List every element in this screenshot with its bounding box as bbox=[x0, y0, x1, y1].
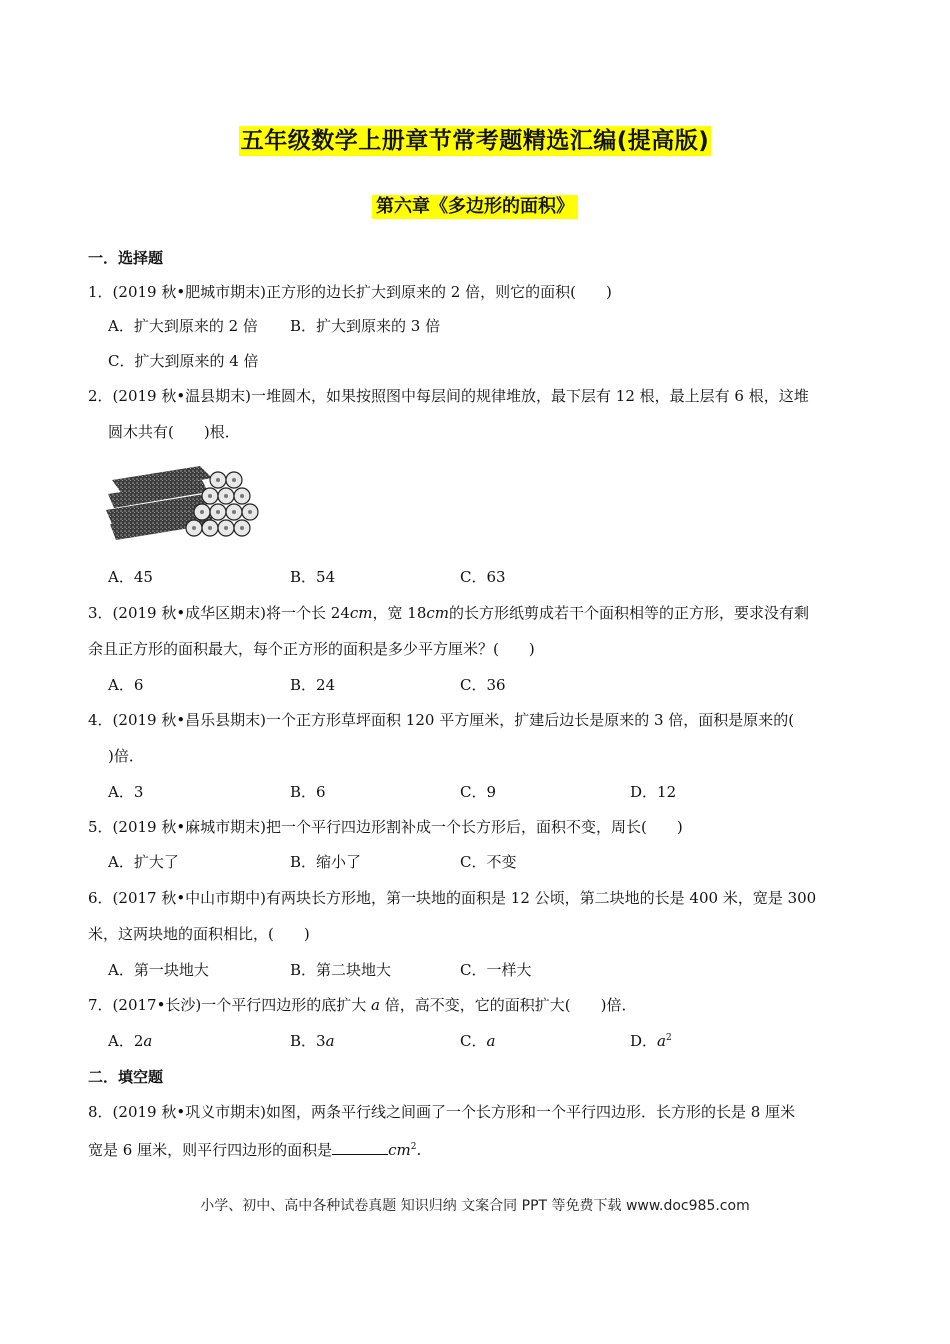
q3-text-c: 的长方形纸剪成若干个面积相等的正方形，要求没有剩 bbox=[449, 604, 810, 622]
question-2-line-2: 圆木共有( )根． bbox=[108, 423, 240, 441]
question-4-line-1: 4．(2019 秋•昌乐县期末)一个正方形草坪面积 120 平方厘米，扩建后边长是原来的 3 倍，面积是原来的( bbox=[88, 711, 795, 729]
q7-option-b bbox=[290, 1031, 335, 1051]
q2-option-c: C．63 bbox=[460, 568, 506, 586]
q3-text-a: 3．(2019 秋•成华区期末)将一个长 24 bbox=[88, 604, 350, 622]
question-2-line-1: 2．(2019 秋•温县期末)一堆圆木，如果按照图中每层间的规律堆放，最下层有 12 根，最上层有 6 根，这堆 bbox=[88, 387, 809, 405]
section-heading-fill: 二．填空题 bbox=[88, 1068, 164, 1086]
q1-option-b: B．扩大到原来的 3 倍 bbox=[290, 317, 441, 335]
question-6-line-2: 米，这两块地的面积相比，( ) bbox=[88, 925, 310, 943]
q7-option-d-exponent: 2 bbox=[665, 1033, 672, 1043]
q3-text-b: ，宽 18 bbox=[372, 604, 427, 622]
q6-option-a: A．第一块地大 bbox=[108, 961, 209, 979]
question-6-line-1: 6．(2017 秋•中山市期中)有两块长方形地，第一块地的面积是 12 公顷，第二块地的长是 400 米，宽是 300 bbox=[88, 889, 817, 907]
q8-unit: cm bbox=[388, 1141, 411, 1159]
q3-unit-1: cm bbox=[349, 604, 373, 622]
q7-option-a bbox=[108, 1031, 152, 1051]
q5-option-b: B．缩小了 bbox=[290, 853, 362, 871]
chapter-title: 第六章《多边形的面积》 bbox=[372, 195, 578, 219]
question-7 bbox=[88, 995, 636, 1015]
footer-banner: 小学、初中、高中各种试卷真题 知识归纳 文案合同 PPT 等免费下载 www.doc985.com bbox=[200, 1198, 750, 1214]
question-8-line-2 bbox=[88, 1138, 421, 1160]
subtitle-row bbox=[0, 195, 950, 219]
q3-option-c: C．36 bbox=[460, 676, 506, 694]
q7-option-a-label: A．2 bbox=[108, 1032, 144, 1050]
q4-option-b: B．6 bbox=[290, 783, 326, 801]
q7-option-d-var: a bbox=[657, 1032, 666, 1050]
q3-option-b: B．24 bbox=[290, 676, 336, 694]
title-row bbox=[0, 126, 950, 156]
q4-option-d: D．12 bbox=[630, 783, 677, 801]
q7-variable: a bbox=[371, 996, 380, 1014]
q3-unit-2: cm bbox=[426, 604, 450, 622]
q7-text-a: 7．(2017•长沙)一个平行四边形的底扩大 bbox=[88, 996, 372, 1014]
q8-text: 宽是 6 厘米，则平行四边形的面积是 bbox=[88, 1141, 333, 1159]
q7-option-b-var: a bbox=[325, 1032, 335, 1050]
q2-option-b: B．54 bbox=[290, 568, 336, 586]
question-3-line-2: 余且正方形的面积最大，每个正方形的面积是多少平方厘米？( ) bbox=[88, 640, 535, 658]
q7-option-c bbox=[460, 1031, 495, 1051]
question-5: 5．(2019 秋•麻城市期末)把一个平行四边形割补成一个长方形后，面积不变，周长( ) bbox=[88, 818, 683, 836]
q3-option-a: A．6 bbox=[108, 676, 144, 694]
q8-period: . bbox=[416, 1141, 422, 1159]
q1-option-c: C．扩大到原来的 4 倍 bbox=[108, 352, 259, 370]
document-title: 五年级数学上册章节常考题精选汇编(提高版) bbox=[240, 128, 710, 154]
question-3-line-1 bbox=[88, 603, 809, 623]
q8-exponent: 2 bbox=[410, 1142, 417, 1152]
q5-option-c: C．不变 bbox=[460, 853, 517, 871]
question-4-line-2: )倍． bbox=[108, 747, 144, 765]
question-1: 1．(2019 秋•肥城市期末)正方形的边长扩大到原来的 2 倍，则它的面积( ) bbox=[88, 283, 612, 301]
q6-option-b: B．第二块地大 bbox=[290, 961, 392, 979]
q7-option-b-label: B．3 bbox=[290, 1032, 326, 1050]
q6-option-c: C．一样大 bbox=[460, 961, 532, 979]
q7-option-d-label: D． bbox=[630, 1032, 658, 1050]
stacked-logs-image bbox=[104, 458, 260, 544]
section-heading-choice: 一．选择题 bbox=[88, 249, 164, 267]
question-8-line-1: 8．(2019 秋•巩义市期末)如图，两条平行线之间画了一个长方形和一个平行四边形．长方形的长是 8 厘米 bbox=[88, 1103, 796, 1121]
q4-option-c: C．9 bbox=[460, 783, 497, 801]
q7-option-d bbox=[630, 1031, 672, 1051]
q7-option-a-var: a bbox=[143, 1032, 153, 1050]
q7-text-b: 倍，高不变，它的面积扩大( )倍． bbox=[380, 996, 637, 1014]
q2-option-a: A．45 bbox=[108, 568, 153, 586]
q5-option-a: A．扩大了 bbox=[108, 853, 179, 871]
q1-option-a: A．扩大到原来的 2 倍 bbox=[108, 317, 258, 335]
q4-option-a: A．3 bbox=[108, 783, 144, 801]
q8-answer-blank bbox=[332, 1138, 388, 1155]
q7-option-c-label: C． bbox=[460, 1032, 487, 1050]
q7-option-c-var: a bbox=[486, 1032, 496, 1050]
